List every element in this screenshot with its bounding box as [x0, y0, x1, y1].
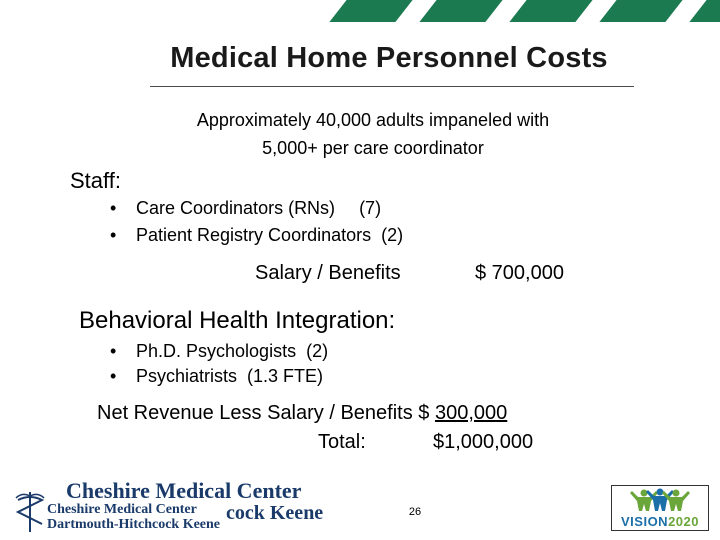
bhi-item-psychologists [110, 341, 328, 362]
header-stripe [689, 0, 720, 22]
vision-2020-logo [611, 485, 709, 531]
total-label: Total: [318, 431, 366, 453]
bullet-dot: • [110, 198, 117, 218]
header-stripe [509, 0, 592, 22]
staff-item-count: (7) [359, 198, 382, 218]
slide-title-text: Medical Home Personnel Costs [170, 42, 608, 74]
vision-text [612, 514, 708, 529]
logo-line-1: Cheshire Medical Center [47, 502, 197, 517]
slide-title [0, 42, 720, 75]
bhi-item-psychiatrists [110, 366, 323, 387]
vision-text-b: 2020 [668, 514, 699, 529]
page-number: 26 [408, 506, 422, 518]
net-revenue-value: 300,000 [434, 402, 508, 424]
header-stripe [329, 0, 412, 22]
bhi-item-count: (1.3 FTE) [247, 366, 324, 386]
staff-item-count: (2) [381, 225, 404, 245]
bullet-dot: • [110, 366, 117, 386]
logo-line-2: Dartmouth-Hitchcock Keene [47, 517, 221, 532]
vision-text-a: VISION [621, 514, 669, 529]
subtitle-line-2: 5,000+ per care coordinator [262, 138, 484, 158]
net-revenue-line [97, 402, 507, 425]
salary-label: Salary / Benefits [255, 262, 401, 284]
subtitle-line-1: Approximately 40,000 adults impaneled with [196, 110, 550, 130]
caduceus-icon [12, 490, 48, 534]
title-rule [150, 86, 634, 87]
staff-item-registry-coordinators [110, 225, 403, 246]
staff-item-label: Care Coordinators (RNs) [136, 198, 336, 218]
total-value: $1,000,000 [433, 431, 534, 453]
logo-ghost-text: cock Keene [226, 502, 324, 524]
bhi-item-count: (2) [306, 341, 329, 361]
people-icon [612, 487, 708, 515]
header-stripe [599, 0, 682, 22]
net-revenue-label: Net Revenue Less Salary / Benefits $ [97, 402, 430, 424]
header-stripes [322, 0, 720, 22]
staff-item-care-coordinators [110, 198, 381, 219]
bhi-item-label: Ph.D. Psychologists [136, 341, 297, 361]
bhi-heading: Behavioral Health Integration: [79, 307, 396, 334]
logo-main-text: Cheshire Medical Center [66, 478, 302, 503]
staff-item-label: Patient Registry Coordinators [136, 225, 372, 245]
salary-value: $ 700,000 [475, 262, 564, 284]
bullet-dot: • [110, 225, 117, 245]
header-stripe [419, 0, 502, 22]
staff-heading: Staff: [70, 168, 121, 193]
bhi-item-label: Psychiatrists [136, 366, 238, 386]
bullet-dot: • [110, 341, 117, 361]
